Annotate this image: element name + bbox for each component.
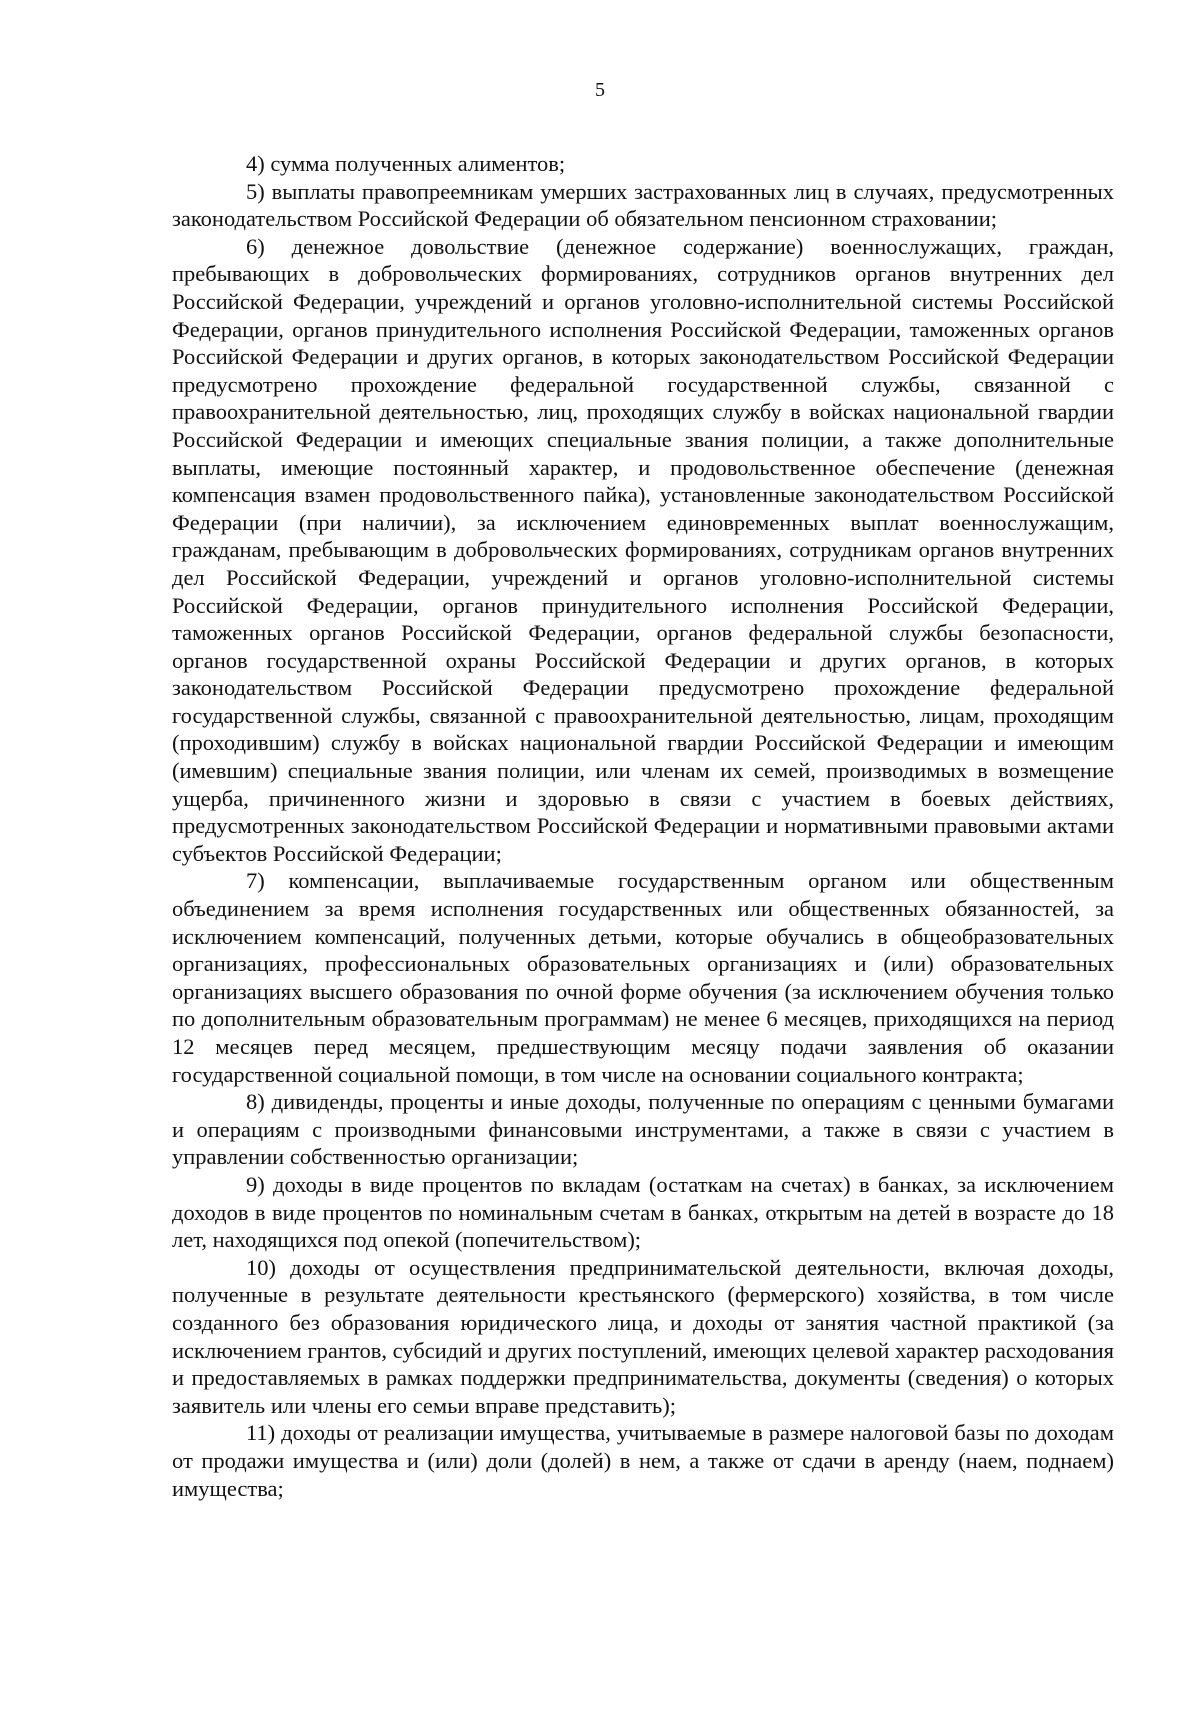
page-number: 5 (595, 79, 605, 101)
paragraph-item-4: 4) сумма полученных алиментов; (246, 151, 566, 176)
paragraph-item-5: 5) выплаты правопреемникам умерших застрахованных лиц в случаях, предусмотренных законодательством Российской Федерации об обязательном пенсионном страховании; (172, 178, 1114, 232)
document-body (172, 150, 1114, 1502)
paragraph-item-9: 9) доходы в виде процентов по вкладам (остаткам на счетах) в банках, за исключением доходов в виде процентов по номинальным счетам в банках, открытым на детей в возрасте до 18 лет, находящихся под опекой (попечительством); (172, 1171, 1114, 1253)
paragraph-item-7: 7) компенсации, выплачиваемые государственным органом или общественным объединением за время исполнения государственных или общественных обязанностей, за исключением компенсаций, полученных детьми, которые обучались в общеобразовательных организациях, профессиональных образовательных организациях и (или) образовательных организациях высшего образования по очной форме обучения (за исключением обучения только по дополнительным образовательным программам) не менее 6 месяцев, приходящихся на период 12 месяцев перед месяцем, предшествующим месяцу подачи заявления об оказании государственной социальной помощи, в том числе на основании социального контракта; (172, 868, 1114, 1087)
paragraph-item-11: 11) доходы от реализации имущества, учитываемые в размере налоговой базы по доходам от продажи имущества и (или) доли (долей) в нем, а также от сдачи в аренду (наем, поднаем) имущества; (172, 1420, 1114, 1501)
paragraph-item-6: 6) денежное довольствие (денежное содержание) военнослужащих, граждан, пребывающих в добровольческих формированиях, сотрудников органов внутренних дел Российской Федерации, учреждений и органов уголовно-исполнительной системы Российской Федерации, органов принудительного исполнения Российской Федерации, таможенных органов Российской Федерации и других органов, в которых законодательством Российской Федерации предусмотрено прохождение федеральной государственной службы, связанной с правоохранительной деятельностью, лиц, проходящих службу в войсках национальной гвардии Российской Федерации и имеющих специальные звания полиции, а также дополнительные выплаты, имеющие постоянный характер, и продовольственное обеспечение (денежная компенсация взамен продовольственного пайка), установленные законодательством Российской Федерации (при наличии), за исключением единовременных выплат военнослужащим, гражданам, пребывающим в добровольческих формированиях, сотрудникам органов внутренних дел Российской Федерации, учреждений и органов уголовно-исполнительной системы Российской Федерации, органов принудительного исполнения Российской Федерации, таможенных органов Российской Федерации, органов федеральной службы безопасности, органов государственной охраны Российской Федерации и других органов, в которых законодательством Российской Федерации предусмотрено прохождение федеральной государственной службы, связанной с правоохранительной деятельностью, лицам, проходящим (проходившим) службу в войсках национальной гвардии Российской Федерации и имеющим (имевшим) специальные звания полиции, или членам их семей, производимых в возмещение ущерба, причиненного жизни и здоровью в связи с участием в боевых действиях, предусмотренных законодательством Российской Федерации и нормативными правовыми актами субъектов Российской Федерации; (172, 233, 1114, 866)
paragraph-item-10: 10) доходы от осуществления предпринимательской деятельности, включая доходы, полученные в результате деятельности крестьянского (фермерского) хозяйства, в том числе созданного без образования юридического лица, и доходы от занятия частной практикой (за исключением грантов, субсидий и других поступлений, имеющих целевой характер расходования и предоставляемых в рамках поддержки предпринимательства, документы (сведения) о которых заявитель или члены его семьи вправе представить); (172, 1254, 1114, 1418)
paragraph-item-8: 8) дивиденды, проценты и иные доходы, полученные по операциям с ценными бумагами и операциям с производными финансовыми инструментами, а также в связи с участием в управлении собственностью организации; (172, 1089, 1114, 1170)
